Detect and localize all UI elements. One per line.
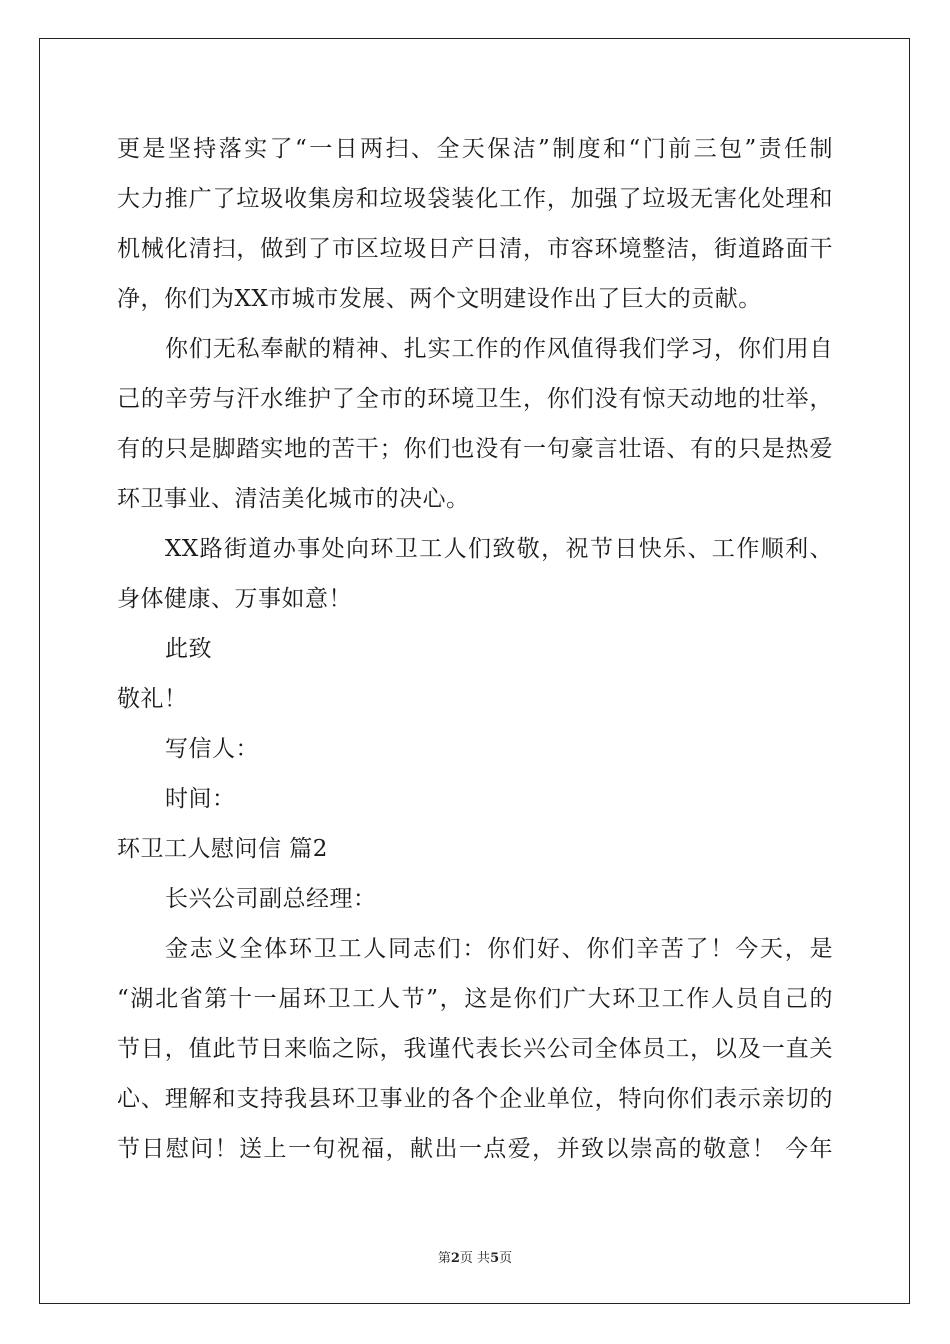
current-page-number: 2	[450, 1251, 460, 1266]
text-line: 大力推广了垃圾收集房和垃圾袋装化工作，加强了垃圾无害化处理和	[117, 186, 833, 212]
total-page-number: 5	[490, 1251, 500, 1266]
paragraph-start: 你们无私奉献的精神、扎实工作的作风值得我们学习，你们用自	[165, 336, 833, 362]
text-line: 身体健康、万事如意！	[117, 586, 352, 612]
text-line: “湖北省第十一届环卫工人节”，这是你们广大环卫工作人员自己的	[117, 986, 833, 1012]
footer-prefix: 第	[437, 1251, 451, 1266]
page-footer	[0, 1247, 950, 1266]
closing-salutation: 此致	[165, 636, 212, 662]
text-line: 更是坚持落实了“一日两扫、全天保洁”制度和“门前三包”责任制	[117, 136, 833, 162]
letter-greeting: 长兴公司副总经理：	[165, 886, 377, 912]
text-line: 心、理解和支持我县环卫事业的各个企业单位，特向你们表示亲切的	[117, 1086, 833, 1112]
paragraph-start: XX路街道办事处向环卫工人们致敬，祝节日快乐、工作顺利、	[165, 536, 833, 562]
section-heading: 环卫工人慰问信 篇2	[117, 836, 328, 862]
text-line: 节日，值此节日来临之际，我谨代表长兴公司全体员工，以及一直关	[117, 1036, 833, 1062]
footer-suffix: 页	[499, 1251, 513, 1266]
signature-date: 时间：	[165, 786, 236, 812]
text-line: 环卫事业、清洁美化城市的决心。	[117, 486, 470, 512]
text-line: 机械化清扫，做到了市区垃圾日产日清，市容环境整洁，街道路面干	[117, 236, 833, 262]
text-line: 己的辛劳与汗水维护了全市的环境卫生，你们没有惊天动地的壮举，	[117, 386, 833, 412]
text-line: 净，你们为XX市城市发展、两个文明建设作出了巨大的贡献。	[117, 286, 762, 312]
signature-writer: 写信人：	[165, 736, 259, 762]
closing-regards: 敬礼！	[117, 686, 188, 712]
paragraph-start: 金志义全体环卫工人同志们：你们好、你们辛苦了！今天，是	[165, 936, 833, 962]
footer-mid: 页 共	[459, 1251, 491, 1266]
text-line: 节日慰问！送上一句祝福，献出一点爱，并致以崇高的敬意！ 今年	[117, 1136, 833, 1162]
letter-body	[117, 124, 833, 1174]
text-line: 有的只是脚踏实地的苦干；你们也没有一句豪言壮语、有的只是热爱	[117, 436, 833, 462]
